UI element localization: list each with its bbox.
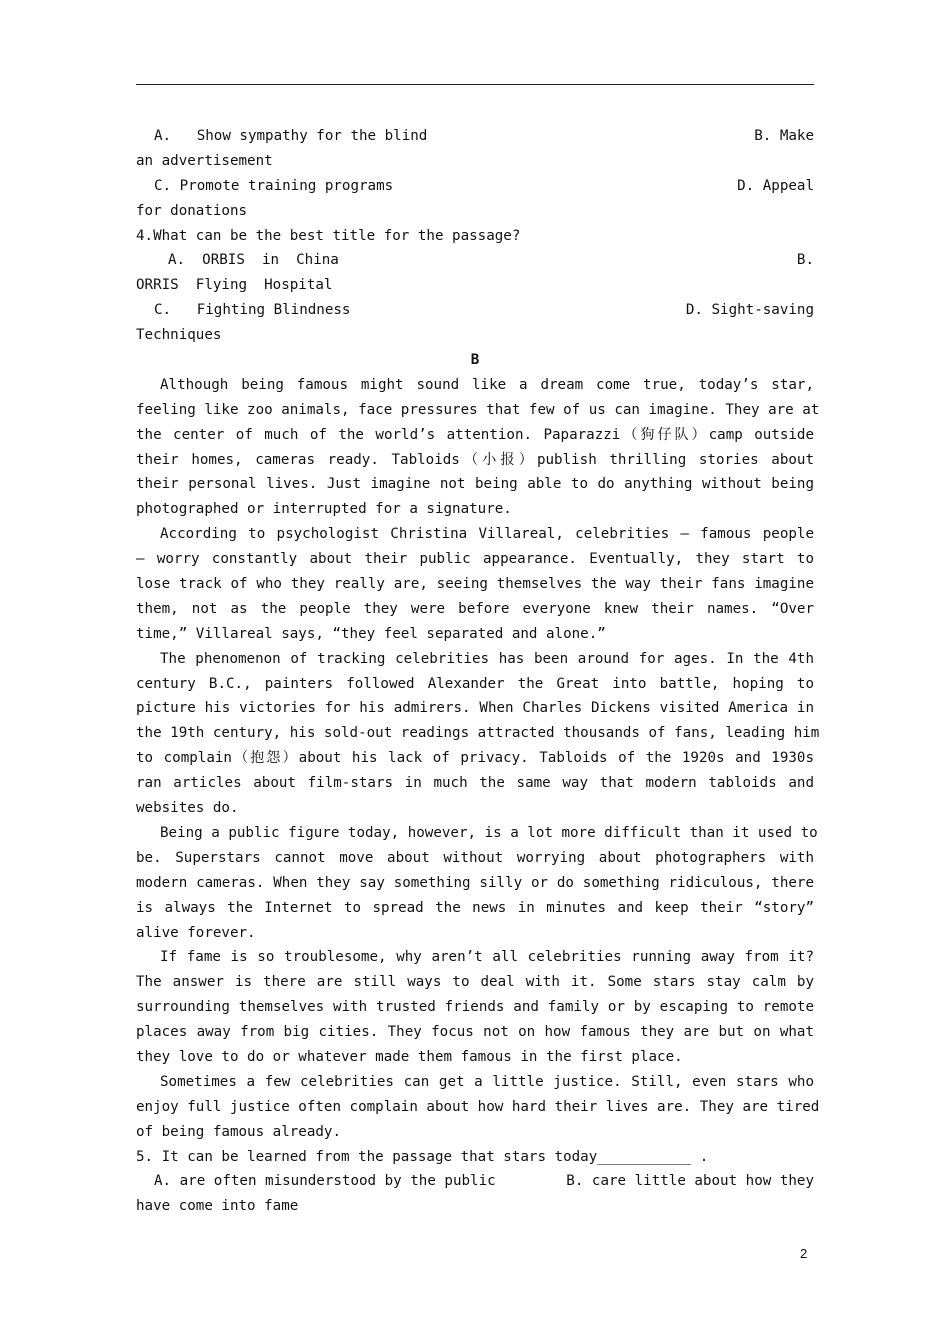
q4-option-c: C. Fighting Blindness	[154, 302, 351, 319]
passage-line: feeling like zoo animals, face pressures that few of us can imagine. They are at	[136, 401, 820, 418]
passage-line: century B.C., painters followed Alexander the Great into battle, hoping to	[136, 675, 814, 692]
passage-line: Being a public figure today, however, is a lot more difficult than it used to	[160, 824, 818, 841]
header-rule	[136, 84, 814, 85]
passage-line: photographed or interrupted for a signature.	[136, 501, 512, 518]
q5-options-row-1	[136, 1169, 814, 1194]
passage-line: places away from big cities. They focus not on how famous they are but on what	[136, 1024, 814, 1041]
passage-line: If fame is so troublesome, why aren’t all celebrities running away from it?	[160, 949, 814, 966]
passage-line: surrounding themselves with trusted friends and family or by escaping to remote	[136, 999, 814, 1016]
passage-line: the center of much of the world’s attention. Paparazzi（狗仔队）camp outside	[136, 426, 814, 443]
passage-line: their homes, cameras ready. Tabloids（小报）publish thrilling stories about	[136, 451, 814, 468]
q4-option-b-end: ORRIS Flying Hospital	[136, 277, 333, 294]
q3-options-row-2	[136, 174, 814, 199]
q3-option-d-end: for donations	[136, 202, 248, 219]
passage-line: is always the Internet to spread the news in minutes and keep their “story”	[136, 899, 814, 916]
passage-line: the 19th century, his sold-out readings attracted thousands of fans, leading him	[136, 725, 820, 742]
passage-line: Sometimes a few celebrities can get a little justice. Still, even stars who	[160, 1073, 814, 1090]
q4-option-d-start: D. Sight-saving	[685, 302, 814, 319]
passage-line: to complain（抱怨）about his lack of privacy. Tabloids of the 1920s and 1930s	[136, 750, 814, 767]
passage-line: alive forever.	[136, 924, 256, 941]
q3-option-b-end: an advertisement	[136, 152, 273, 169]
passage-line: they love to do or whatever made them famous in the first place.	[136, 1048, 683, 1065]
passage-line: be. Superstars cannot move about without worrying about photographers with	[136, 849, 814, 866]
page-number: 2	[800, 1246, 808, 1261]
q4-options-row-1	[136, 248, 814, 273]
q5-stem: 5. It can be learned from the passage that stars today___________ .	[136, 1148, 709, 1165]
passage-line: websites do.	[136, 800, 239, 817]
q5-option-b-end: have come into fame	[136, 1198, 299, 1215]
q4-options-row-2	[136, 298, 814, 323]
passage-line: Although being famous might sound like a dream come true, today’s star,	[160, 376, 814, 393]
passage-line: of being famous already.	[136, 1123, 341, 1140]
q5-option-a: A. are often misunderstood by the public	[154, 1173, 496, 1190]
passage-line: picture his victories for his admirers. When Charles Dickens visited America in	[136, 700, 814, 717]
q4-option-d-end: Techniques	[136, 327, 222, 344]
q4-option-a: A. ORBIS in China	[168, 252, 339, 269]
passage-line: According to psychologist Christina Villareal, celebrities — famous people	[160, 526, 814, 543]
q4-option-b-start: B.	[796, 252, 814, 269]
q3-options-row-1	[136, 124, 814, 149]
section-label: B	[470, 352, 480, 369]
page-content	[136, 124, 820, 1219]
q3-option-d-start: D. Appeal	[737, 177, 814, 194]
passage-line: lose track of who they really are, seeing themselves the way their fans imagine	[136, 576, 814, 593]
passage-line: time,” Villareal says, “they feel separated and alone.”	[136, 625, 606, 642]
passage-line: modern cameras. When they say something silly or do something ridiculous, there	[136, 874, 814, 891]
q4-stem: 4.What can be the best title for the passage?	[136, 227, 521, 244]
passage-line: The phenomenon of tracking celebrities has been around for ages. In the 4th	[160, 650, 814, 667]
passage-line: enjoy full justice often complain about how hard their lives are. They are tired	[136, 1098, 820, 1115]
passage-line: — worry constantly about their public appearance. Eventually, they start to	[136, 551, 814, 568]
passage-line: ran articles about film-stars in much the same way that modern tabloids and	[136, 775, 814, 792]
passage-line: them, not as the people they were before everyone knew their names. “Over	[136, 600, 814, 617]
passage-line: their personal lives. Just imagine not being able to do anything without being	[136, 476, 814, 493]
q5-option-b-start: B. care little about how they	[566, 1173, 814, 1190]
q3-option-a: A. Show sympathy for the blind	[154, 128, 428, 144]
passage-line: The answer is there are still ways to deal with it. Some stars stay calm by	[136, 974, 814, 991]
q3-option-c: C. Promote training programs	[154, 177, 394, 194]
q3-option-b-start: B. Make	[754, 128, 814, 144]
